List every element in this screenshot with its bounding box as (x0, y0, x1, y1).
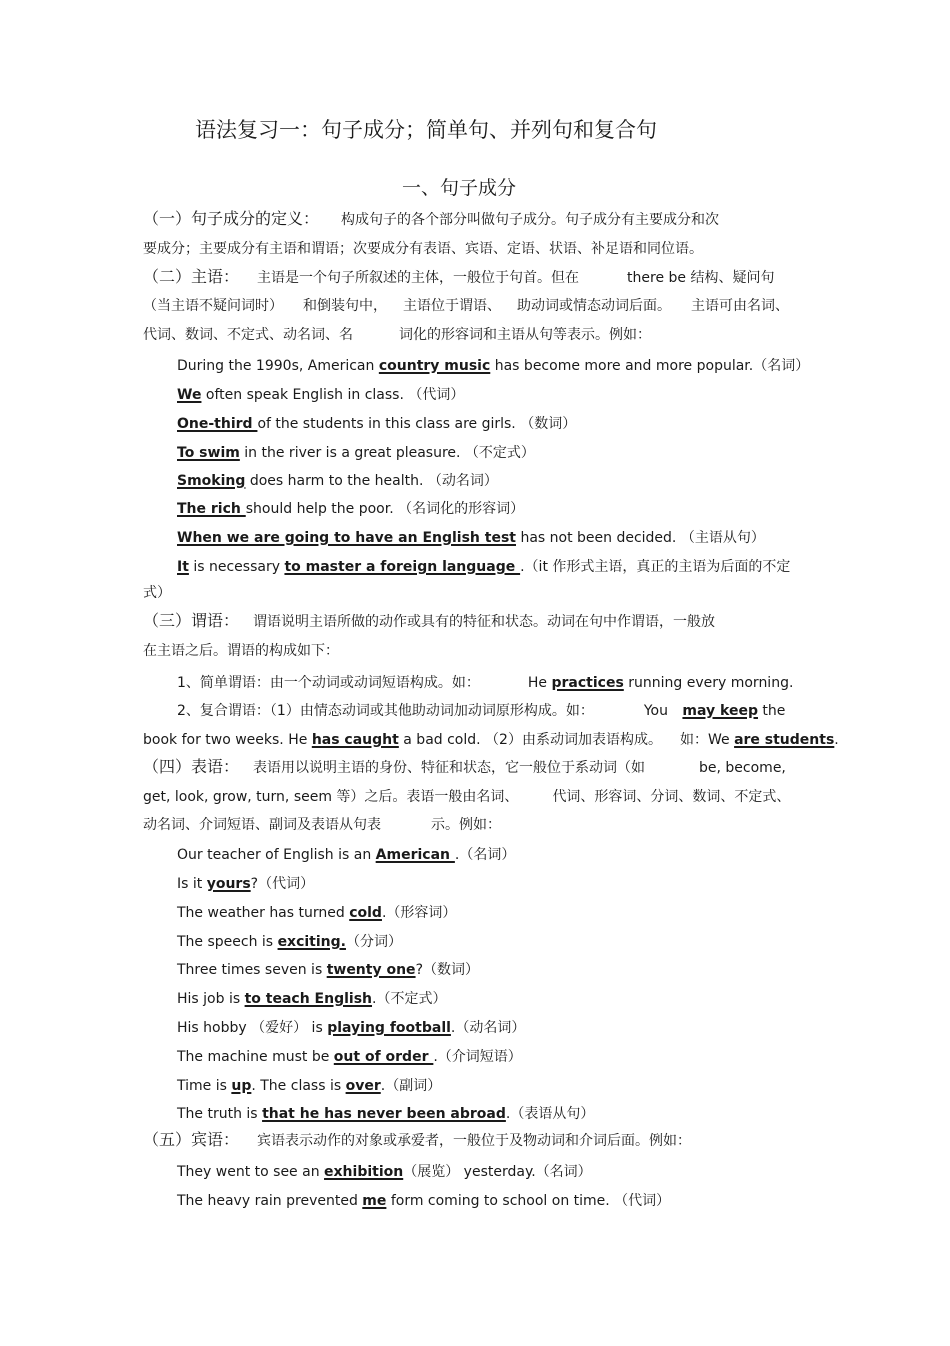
subject-line-3 (143, 326, 651, 344)
simple-predicate-line: 1、简单谓语：由一个动词或动词短语构成。如： He practices running every morning. (177, 675, 794, 691)
predicative-example: The speech is exciting.（分词） (177, 934, 402, 950)
subject-example: During the 1990s, American country music has become more and more popular.（名词） (177, 358, 810, 374)
subject-text-3b: 词化的形容词和主语从句等表示。例如： (399, 327, 651, 343)
subject-heading: （二）主语： (143, 267, 240, 286)
subject-example: Smoking does harm to the health. （动名词） (177, 473, 498, 489)
subject-example: The rich should help the poor. （名词化的形容词） (177, 501, 525, 517)
definition-line-2: 要成分；主要成分有主语和谓语；次要成分有表语、宾语、定语、状语、补足语和同位语。 (143, 241, 703, 257)
page-title: 语法复习一：句子成分；简单句、并列句和复合句 (195, 118, 657, 142)
subject-text-2e: 主语可由名词、 (691, 298, 789, 314)
subject-text-2a: （当主语不疑问词时） (143, 298, 283, 314)
predicative-example: Our teacher of English is an American .（名词） (177, 847, 516, 863)
predicative-example: The weather has turned cold.（形容词） (177, 905, 457, 921)
predicative-line-1: （四）表语： 表语用以说明主语的身份、特征和状态，它一般位于系动词（如 be, become, (143, 757, 786, 776)
predicative-example: The machine must be out of order .（介词短语） (177, 1049, 522, 1065)
definition-text-1: 构成句子的各个部分叫做句子成分。句子成分有主要成分和次 (341, 212, 720, 228)
predicate-heading: （三）谓语： (143, 611, 240, 630)
subject-example: We often speak English in class. （代词） (177, 387, 465, 403)
compound-predicate-line: 2、复合谓语：（1）由情态动词或其他助动词加动词原形构成。如： You may keep the (177, 703, 786, 719)
predicative-example: His job is to teach English.（不定式） (177, 991, 447, 1007)
subject-line-2 (143, 297, 789, 315)
subject-example: One-third of the students in this class are girls. （数词） (177, 416, 577, 432)
subject-text-3a: 代词、数词、不定式、动名词、名 (143, 327, 353, 343)
section-title: 一、句子成分 (402, 177, 517, 199)
predicative-example: His hobby （爱好） is playing football.（动名词） (177, 1020, 526, 1036)
subject-text-1b: there be 结构、疑问句 (627, 270, 775, 286)
object-heading: （五）宾语： (143, 1130, 240, 1149)
object-example: The heavy rain prevented me form coming to school on time. （代词） (177, 1193, 671, 1209)
predicative-example-time: Time is up. The class is over.（副词） (177, 1078, 442, 1094)
predicative-example-truth: The truth is that he has never been abroad.（表语从句） (177, 1106, 595, 1122)
object-example: They went to see an exhibition（展览） yesterday.（名词） (177, 1164, 592, 1180)
definition-heading: （一）句子成分的定义： (143, 209, 320, 228)
predicate-line-2: 在主语之后。谓语的构成如下： (143, 643, 339, 659)
subject-text-2d: 助动词或情态动词后面。 (517, 298, 671, 314)
subject-line-1 (143, 268, 774, 287)
predicative-heading: （四）表语： (143, 757, 240, 776)
predicate-line-1 (143, 612, 715, 631)
predicate-text-1: 谓语说明主语所做的动作或具有的特征和状态。动词在句中作谓语，一般放 (253, 614, 716, 630)
definition-line-1 (143, 210, 719, 229)
subject-text-1a: 主语是一个句子所叙述的主体，一般位于句首。但在 (257, 270, 580, 286)
subject-example-it: It is necessary to master a foreign language .（it 作形式主语，真正的主语为后面的不定 (177, 559, 791, 575)
subject-text-2c: 主语位于谓语、 (403, 298, 501, 314)
subject-example-it-wrap: 式） (143, 585, 171, 601)
predicative-example: Is it yours?（代词） (177, 876, 315, 892)
predicative-line-3: 动名词、介词短语、副词及表语从句表 示。例如： (143, 817, 501, 833)
compound-predicate-line-2: book for two weeks. He has caught a bad cold. （2）由系动词加表语构成。 如：We are students. (143, 732, 839, 748)
predicative-line-2: get, look, grow, turn, seem 等）之后。表语一般由名词、 代词、形容词、分词、数词、不定式、 (143, 789, 791, 805)
predicative-example: Three times seven is twenty one?（数词） (177, 962, 479, 978)
object-line-1: （五）宾语： 宾语表示动作的对象或承爱者，一般位于及物动词和介词后面。例如： (143, 1130, 692, 1149)
subject-text-2b: 和倒装句中， (303, 298, 387, 314)
subject-example: When we are going to have an English test has not been decided. （主语从句） (177, 530, 765, 546)
subject-example: To swim in the river is a great pleasure. （不定式） (177, 445, 535, 461)
